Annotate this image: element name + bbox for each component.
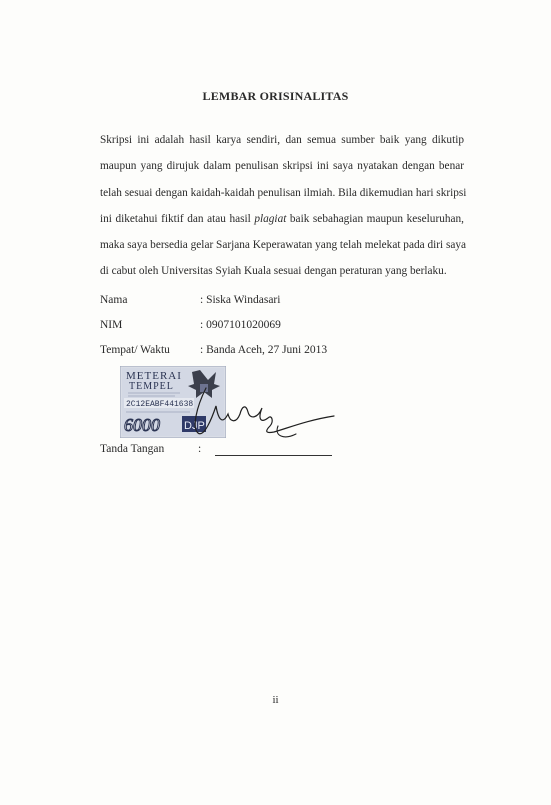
tempat-value: : Banda Aceh, 27 Juni 2013 [200,344,328,356]
tempat-label: Tempat/ Waktu [100,344,170,356]
signature-line [215,455,332,456]
page-title: LEMBAR ORISINALITAS [202,89,349,103]
nim-label: NIM [100,319,123,331]
nama-value: : Siska Windasari [200,294,281,306]
stamp-serial: 2C12EABF441638 [126,400,194,409]
signature-mark [188,378,338,448]
signature-label: Tanda Tangan [100,443,165,455]
stamp-brand: DJP [184,420,205,432]
stamp-value: 6000 [124,415,160,435]
stamp-title-2: TEMPEL [129,381,174,392]
nama-label: Nama [100,294,128,306]
statement-line-2: maupun yang dirujuk dalam penulisan skripsi ini saya nyatakan dengan benar [100,160,464,173]
page-number: ii [272,694,279,706]
originality-statement [100,127,467,285]
statement-line-1: Skripsi ini adalah hasil karya sendiri, dan semua sumber baik yang dikutip [100,134,464,146]
stamp-title-1: METERAI [126,370,182,382]
italic-word: plagiat [254,212,287,225]
statement-line-6: di cabut oleh Universitas Syiah Kuala sesuai dengan peraturan yang berlaku. [100,265,447,278]
statement-line-4: ini diketahui fiktif dan atau hasil plagiat baik sebahagian maupun keseluruhan, [100,212,465,225]
statement-line-3: telah sesuai dengan kaidah-kaidah penulisan ilmiah. Bila dikemudian hari skripsi [100,186,467,199]
statement-line-5: maka saya bersedia gelar Sarjana Keperawatan yang telah melekat pada diri saya [100,239,467,252]
nim-value: : 0907101020069 [200,319,281,331]
signature-colon: : [198,443,202,455]
